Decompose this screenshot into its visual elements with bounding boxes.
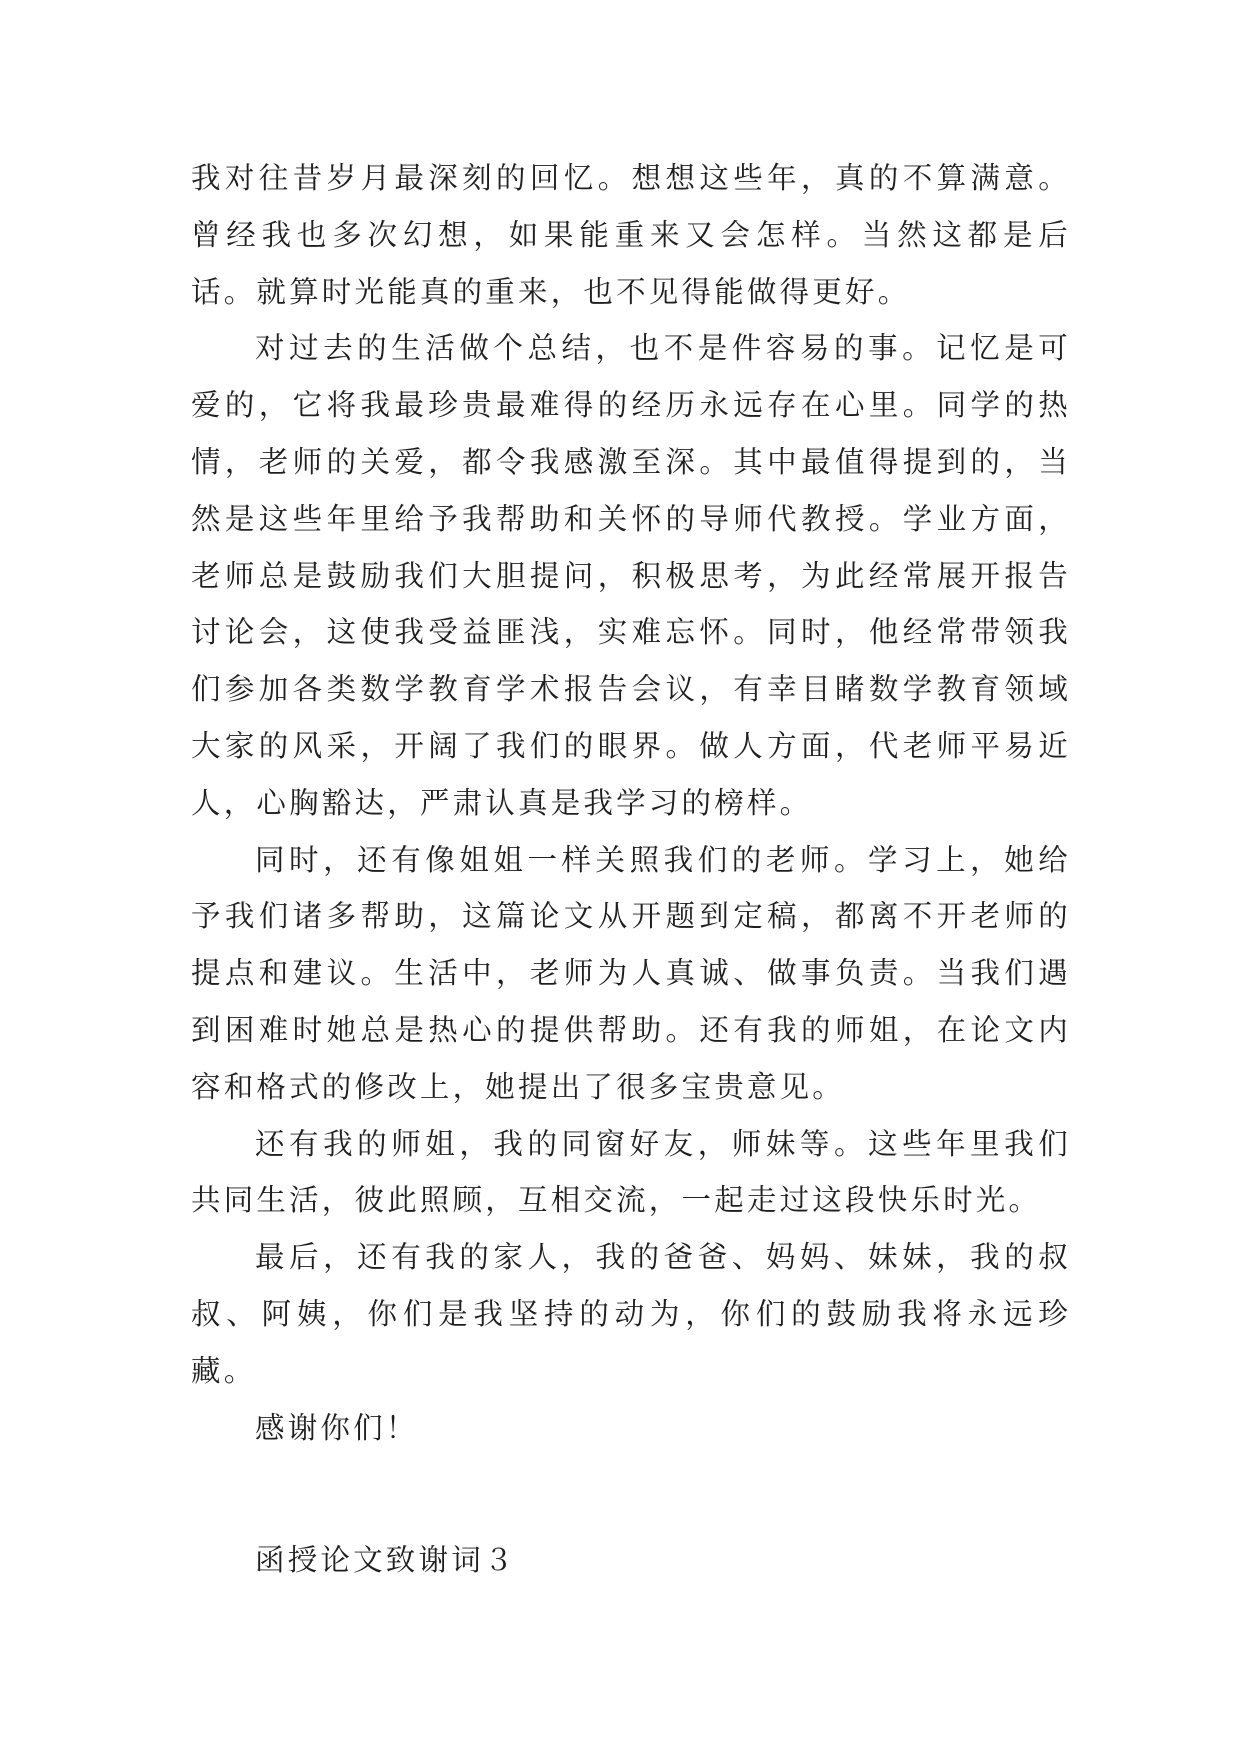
paragraph-family: 最后，还有我的家人，我的爸爸、妈妈、妹妹，我的叔叔、阿姨，你们是我坚持的动为，你们的鼓励我将永远珍藏。 [191,1240,1071,1388]
section-heading: 函授论文致谢词３ [255,1543,517,1577]
paragraph-classmates: 还有我的师姐，我的同窗好友，师妹等。这些年里我们共同生活，彼此照顾，互相交流，一起走过这段快乐时光。 [191,1126,1071,1218]
paragraph-teacher: 同时，还有像姐姐一样关照我们的老师。学习上，她给予我们诸多帮助，这篇论文从开题到定稿，都离不开老师的提点和建议。生活中，老师为人真诚、做事负责。当我们遇到困难时她总是热心的提供帮助。还有我的师姐，在论文内容和格式的修改上，她提出了很多宝贵意见。 [191,842,1071,1104]
paragraph-thanks: 感谢你们！ [255,1410,419,1445]
document-body [191,150,1071,1456]
paragraph-summary: 对过去的生活做个总结，也不是件容易的事。记忆是可爱的，它将我最珍贵最难得的经历永远存在心里。同学的热情，老师的关爱，都令我感激至深。其中最值得提到的，当然是这些年里给予我帮助和关怀的导师代教授。学业方面，老师总是鼓励我们大胆提问，积极思考，为此经常展开报告讨论会，这使我受益匪浅，实难忘怀。同时，他经常带领我们参加各类数学教育学术报告会议，有幸目睹数学教育领域大家的风采，开阔了我们的眼界。做人方面，代老师平易近人，心胸豁达，严肃认真是我学习的榜样。 [191,331,1071,820]
paragraph-continuation: 我对往昔岁月最深刻的回忆。想想这些年，真的不算满意。曾经我也多次幻想，如果能重来又会怎样。当然这都是后话。就算时光能真的重来，也不见得能做得更好。 [191,161,1071,309]
